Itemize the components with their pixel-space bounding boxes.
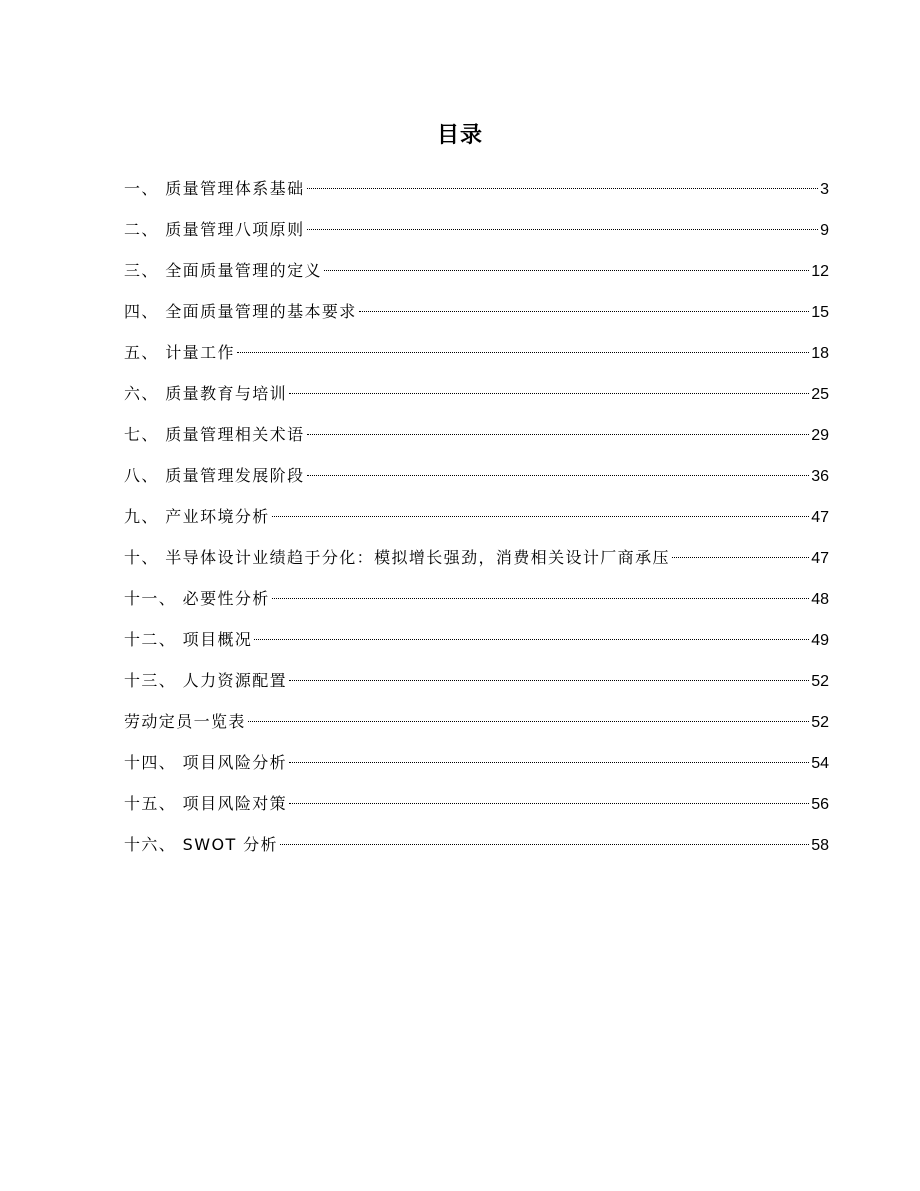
toc-entry[interactable] (124, 496, 829, 537)
toc-dot-leader (307, 434, 810, 435)
toc-entry-page: 12 (811, 263, 829, 280)
toc-entry-label: 十一、 必要性分析 (124, 589, 270, 608)
toc-dot-leader (359, 311, 810, 312)
toc-entry-page: 9 (820, 222, 829, 239)
toc-entry-label: 三、 全面质量管理的定义 (124, 261, 322, 280)
toc-entry-label: 劳动定员一览表 (124, 712, 246, 731)
toc-dot-leader (254, 639, 809, 640)
toc-dot-leader (289, 680, 809, 681)
toc-entry-page: 25 (811, 386, 829, 403)
toc-list (124, 168, 829, 865)
toc-entry[interactable] (124, 619, 829, 660)
toc-dot-leader (272, 516, 810, 517)
toc-entry-label: 十五、 项目风险对策 (124, 794, 288, 813)
toc-entry-label: 九、 产业环境分析 (124, 507, 270, 526)
toc-entry-page: 56 (811, 796, 829, 813)
toc-dot-leader (289, 762, 809, 763)
toc-entry-page: 49 (811, 632, 829, 649)
toc-entry-page: 48 (811, 591, 829, 608)
toc-dot-leader (248, 721, 809, 722)
toc-entry-label: 八、 质量管理发展阶段 (124, 466, 305, 485)
toc-entry[interactable] (124, 168, 829, 209)
toc-entry[interactable] (124, 742, 829, 783)
toc-entry-page: 36 (811, 468, 829, 485)
toc-entry-label: 五、 计量工作 (124, 343, 235, 362)
toc-dot-leader (280, 844, 809, 845)
toc-dot-leader (672, 557, 809, 558)
toc-entry[interactable] (124, 578, 829, 619)
toc-entry[interactable] (124, 373, 829, 414)
toc-dot-leader (237, 352, 809, 353)
toc-entry-label: 十、 半导体设计业绩趋于分化：模拟增长强劲，消费相关设计厂商承压 (124, 548, 670, 567)
toc-dot-leader (272, 598, 810, 599)
toc-entry-label: 十六、 SWOT 分析 (124, 835, 278, 854)
toc-entry-label: 十二、 项目概况 (124, 630, 253, 649)
toc-entry[interactable] (124, 291, 829, 332)
toc-entry[interactable] (124, 701, 829, 742)
toc-entry-page: 47 (811, 550, 829, 567)
toc-dot-leader (307, 475, 810, 476)
toc-entry-label: 七、 质量管理相关术语 (124, 425, 305, 444)
toc-entry-label: 六、 质量教育与培训 (124, 384, 288, 403)
toc-entry[interactable] (124, 660, 829, 701)
toc-entry[interactable] (124, 537, 829, 578)
toc-entry-label: 十三、 人力资源配置 (124, 671, 288, 690)
toc-entry[interactable] (124, 824, 829, 865)
toc-dot-leader (289, 803, 809, 804)
toc-entry[interactable] (124, 209, 829, 250)
toc-entry-label: 十四、 项目风险分析 (124, 753, 288, 772)
toc-entry-page: 58 (811, 837, 829, 854)
toc-dot-leader (324, 270, 809, 271)
toc-entry-page: 29 (811, 427, 829, 444)
toc-entry[interactable] (124, 250, 829, 291)
toc-entry-page: 47 (811, 509, 829, 526)
toc-entry[interactable] (124, 783, 829, 824)
toc-dot-leader (289, 393, 809, 394)
toc-entry-label: 一、 质量管理体系基础 (124, 179, 305, 198)
toc-entry-page: 52 (811, 673, 829, 690)
toc-entry[interactable] (124, 414, 829, 455)
toc-entry-page: 18 (811, 345, 829, 362)
toc-entry-page: 3 (820, 181, 829, 198)
toc-entry[interactable] (124, 455, 829, 496)
toc-entry-label: 二、 质量管理八项原则 (124, 220, 305, 239)
toc-dot-leader (307, 188, 819, 189)
toc-title: 目录 (436, 123, 483, 148)
toc-entry-page: 15 (811, 304, 829, 321)
toc-entry-page: 54 (811, 755, 829, 772)
toc-dot-leader (307, 229, 819, 230)
toc-entry-page: 52 (811, 714, 829, 731)
toc-entry[interactable] (124, 332, 829, 373)
toc-entry-label: 四、 全面质量管理的基本要求 (124, 302, 357, 321)
